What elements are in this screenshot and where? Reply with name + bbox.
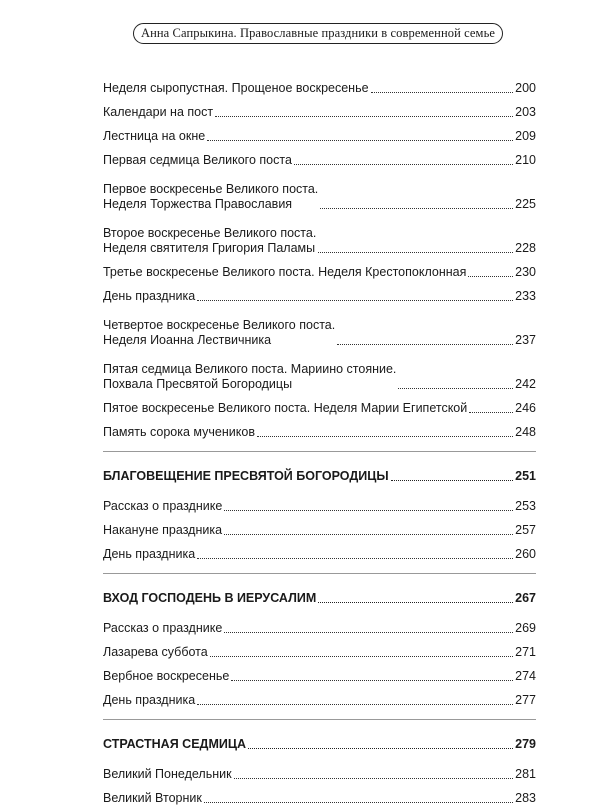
page-number: 228 (515, 241, 536, 255)
section-heading[interactable] (103, 460, 536, 484)
toc-entry-title-line: Великий Понедельник (103, 767, 232, 781)
page-number: 281 (515, 767, 536, 781)
toc-entry-title-line: День праздника (103, 547, 196, 561)
running-header (133, 23, 503, 44)
dot-leader (257, 436, 513, 437)
dot-leader (197, 300, 513, 301)
toc-entry-title (103, 401, 467, 416)
dot-leader (207, 140, 513, 141)
toc-entry[interactable] (103, 72, 536, 96)
toc-entry-title (103, 669, 229, 684)
page-number: 225 (515, 197, 536, 211)
page-number: 248 (515, 425, 536, 439)
toc-entry-title (103, 265, 466, 280)
page-number: 237 (515, 333, 536, 347)
toc-entry-title (103, 289, 195, 304)
dot-leader (469, 412, 513, 413)
toc-entry-title-line: Рассказ о празднике (103, 499, 223, 513)
page-number: 203 (515, 105, 536, 119)
toc-entry-title-line: Лестница на окне (103, 129, 206, 143)
dot-leader (231, 680, 513, 681)
dot-leader (337, 344, 513, 345)
page-number: 242 (515, 377, 536, 391)
dot-leader (210, 656, 513, 657)
section-divider (103, 719, 536, 720)
page-number: 253 (515, 499, 536, 513)
toc-entry[interactable] (103, 684, 536, 708)
table-of-contents (103, 72, 536, 806)
page-number: 251 (515, 469, 536, 483)
toc-entry-title-line: Календари на пост (103, 105, 214, 119)
toc-entry-title (103, 547, 195, 562)
toc-entry-title (103, 81, 369, 96)
toc-entry-title-line: Второе воскресенье Великого поста. (103, 226, 317, 240)
toc-entry[interactable] (103, 758, 536, 782)
toc-entry-title-line: Третье воскресенье Великого поста. Неделя Крестопоклонная (103, 265, 467, 279)
page-number: 260 (515, 547, 536, 561)
toc-entry[interactable] (103, 280, 536, 304)
dot-leader (204, 802, 513, 803)
dot-leader (224, 510, 513, 511)
page-number: 277 (515, 693, 536, 707)
toc-entry[interactable] (103, 514, 536, 538)
toc-entry-title-line: Пятое воскресенье Великого поста. Неделя Марии Египетской (103, 401, 468, 415)
toc-entry[interactable] (103, 304, 536, 348)
dot-leader (468, 276, 513, 277)
section-divider (103, 573, 536, 574)
toc-entry-title-line: Неделя Торжества Православия (103, 197, 293, 211)
toc-entry-title (103, 693, 195, 708)
toc-entry[interactable] (103, 256, 536, 280)
page-number: 267 (515, 591, 536, 605)
dot-leader (234, 778, 514, 779)
toc-entry[interactable] (103, 636, 536, 660)
toc-entry-title (103, 425, 255, 440)
page-number: 209 (515, 129, 536, 143)
dot-leader (398, 388, 513, 389)
section-heading[interactable] (103, 582, 536, 606)
dot-leader (318, 602, 513, 603)
toc-entry-title (103, 182, 318, 212)
toc-entry-title (103, 129, 205, 144)
toc-entry-title-line: Первая седмица Великого поста (103, 153, 292, 167)
toc-entry-title-line: Память сорока мучеников (103, 425, 255, 439)
toc-entry[interactable] (103, 392, 536, 416)
toc-entry-title: СТРАСТНАЯ СЕДМИЦА (103, 737, 246, 751)
toc-entry[interactable] (103, 782, 536, 806)
toc-entry[interactable] (103, 96, 536, 120)
dot-leader (371, 92, 514, 93)
toc-entry-title-line: Первое воскресенье Великого поста. (103, 182, 319, 196)
section-divider (103, 451, 536, 452)
toc-entry[interactable] (103, 490, 536, 514)
page-number: 210 (515, 153, 536, 167)
toc-entry-title (103, 499, 222, 514)
page-number: 200 (515, 81, 536, 95)
toc-entry-title-line: Неделя Иоанна Лествичника (103, 333, 272, 347)
toc-entry-title (103, 362, 396, 392)
toc-entry-title-line: День праздника (103, 693, 196, 707)
toc-entry-title: ВХОД ГОСПОДЕНЬ В ИЕРУСАЛИМ (103, 591, 317, 605)
toc-entry-title (103, 153, 292, 168)
page-number: 271 (515, 645, 536, 659)
toc-entry[interactable] (103, 660, 536, 684)
page-number: 230 (515, 265, 536, 279)
toc-entry[interactable] (103, 144, 536, 168)
toc-entry[interactable] (103, 416, 536, 440)
dot-leader (391, 480, 514, 481)
toc-entry-title (103, 318, 335, 348)
page-number: 283 (515, 791, 536, 805)
toc-entry-title-line: Накануне праздника (103, 523, 223, 537)
toc-entry-title-line: День праздника (103, 289, 196, 303)
toc-entry-title (103, 226, 316, 256)
dot-leader (224, 632, 513, 633)
toc-entry[interactable] (103, 120, 536, 144)
toc-entry-title-line: Вербное воскресенье (103, 669, 230, 683)
toc-entry-title-line: Великий Вторник (103, 791, 202, 805)
page-number: 233 (515, 289, 536, 303)
page-number: 269 (515, 621, 536, 635)
toc-entry[interactable] (103, 168, 536, 212)
toc-entry-title-line: Неделя святителя Григория Паламы (103, 241, 316, 255)
toc-entry-title-line: Рассказ о празднике (103, 621, 223, 635)
page-number: 274 (515, 669, 536, 683)
toc-entry-title-line: Лазарева суббота (103, 645, 208, 659)
dot-leader (224, 534, 513, 535)
toc-entry-title-line: Четвертое воскресенье Великого поста. (103, 318, 336, 332)
page-number: 257 (515, 523, 536, 537)
toc-entry-title-line: Похвала Пресвятой Богородицы (103, 377, 293, 391)
toc-entry[interactable] (103, 612, 536, 636)
toc-entry[interactable] (103, 538, 536, 562)
dot-leader (294, 164, 513, 165)
running-header-title: Анна Сапрыкина. Православные праздники в современной семье (140, 26, 496, 40)
dot-leader (318, 252, 513, 253)
dot-leader (320, 208, 513, 209)
section-heading[interactable] (103, 728, 536, 752)
toc-entry-title (103, 105, 213, 120)
dot-leader (197, 558, 513, 559)
toc-entry-title (103, 621, 222, 636)
toc-entry[interactable] (103, 348, 536, 392)
dot-leader (215, 116, 513, 117)
toc-entry[interactable] (103, 212, 536, 256)
page-number: 246 (515, 401, 536, 415)
toc-entry-title (103, 767, 232, 782)
dot-leader (248, 748, 513, 749)
toc-entry-title (103, 523, 222, 538)
dot-leader (197, 704, 513, 705)
toc-entry-title-line: Пятая седмица Великого поста. Мариино стояние. (103, 362, 397, 376)
toc-entry-title (103, 645, 208, 660)
page-number: 279 (515, 737, 536, 751)
toc-entry-title-line: Неделя сыропустная. Прощеное воскресенье (103, 81, 369, 95)
toc-entry-title (103, 791, 202, 806)
toc-entry-title: БЛАГОВЕЩЕНИЕ ПРЕСВЯТОЙ БОГОРОДИЦЫ (103, 469, 389, 483)
